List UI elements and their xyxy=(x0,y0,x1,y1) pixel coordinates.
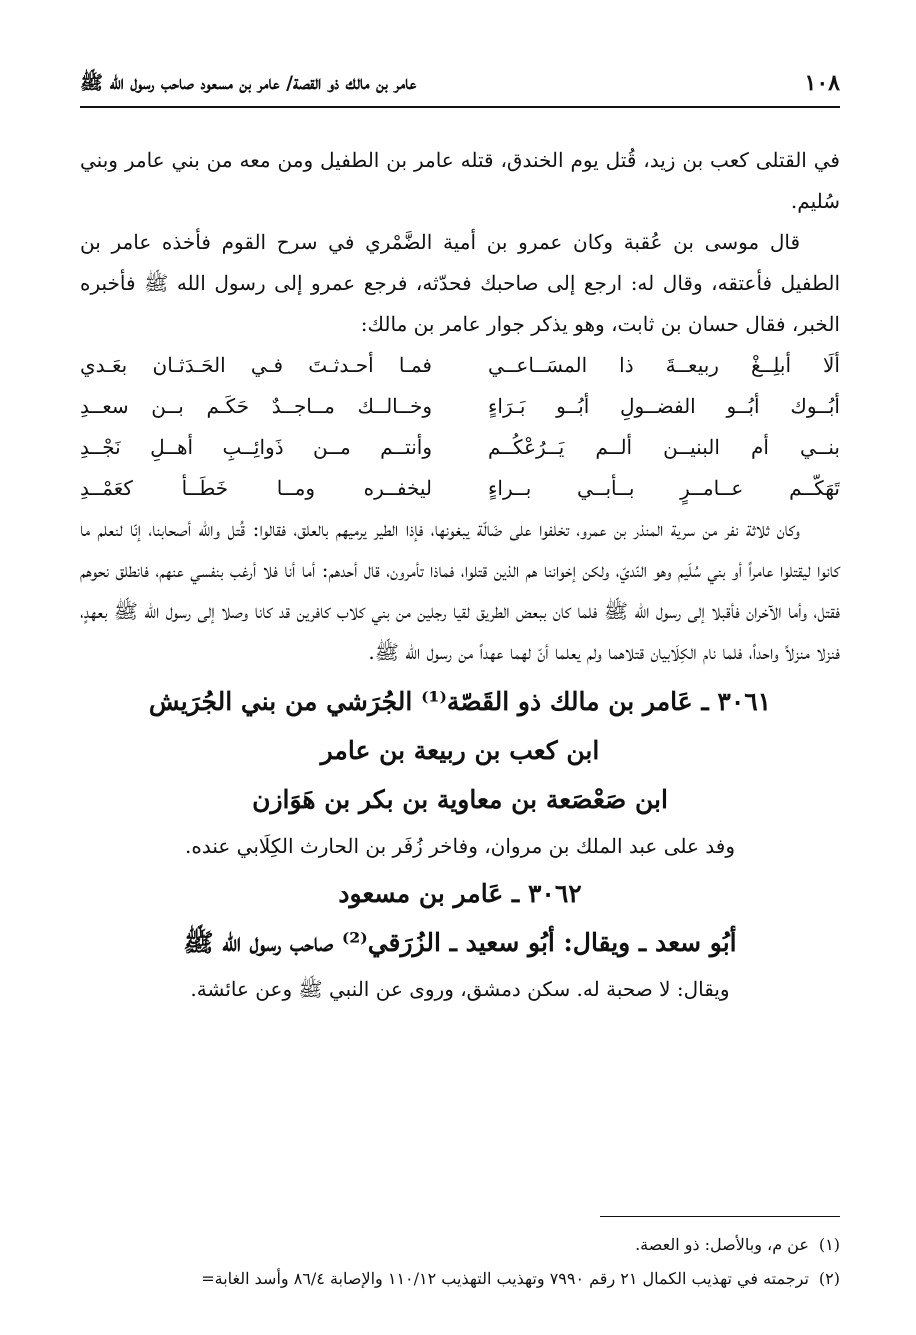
entry-heading-3062: ٣٠٦٢ ـ عَامر بن مسعود xyxy=(338,879,582,908)
footnote xyxy=(80,1228,840,1262)
entry-heading-3061: ٣٠٦١ ـ عَامر بن مالك ذو القَصّة⁽¹⁾ الجُرَشي من بني الجُرَيش xyxy=(148,687,772,716)
poem-verse xyxy=(80,427,840,468)
entry-heading-3061-lineage: ابن كعب بن ربيعة بن عامر xyxy=(320,736,600,765)
footnotes xyxy=(80,1228,840,1296)
footnote-number: (٢) xyxy=(818,1269,840,1288)
footnote xyxy=(80,1262,840,1296)
entry-heading-3061-lineage: ابن صَعْصَعة بن معاوية بن بكر بن هَوَازن xyxy=(252,785,668,814)
poem-verse xyxy=(80,345,840,386)
verse-second-hemistich: وخــالــك مــاجــدٌ حَكَـم بــن سعــدِ xyxy=(80,394,432,418)
verse-second-hemistich: ليخفــره ومــا خَطَــأ كعَمْــدِ xyxy=(80,476,432,500)
footnote-rule xyxy=(600,1216,840,1217)
entry-heading-3062-kunya: أبُو سعد ـ ويقال: أبُو سعيد ـ الزُرَقي⁽²⁾ صاحب رسول الله ﷺ xyxy=(183,928,737,957)
footnote-text: عن م، وبالأصل: ذو العصة. xyxy=(635,1235,809,1254)
verse-first-hemistich: بنــي أم البنيــن ألــم يَــرُعْكُــم xyxy=(488,435,840,459)
verse-first-hemistich: أبُــوك أبُــو الفضــولِ أبُــو بَـرَاءٍ xyxy=(488,394,840,418)
header-rule xyxy=(80,106,840,108)
poem xyxy=(80,345,840,509)
page-number: ١٠٨ xyxy=(804,70,840,96)
paragraph: وكان ثلاثة نفر من سرية المنذر بن عمرو، تخلفوا على ضَالّة يبغونها، فإذا الطير يرميهم بالعلق، فقالوا: قُتل والله أصحابنا، إنّا لنعلم ما كانوا ليقتلوا عامراً أو بني سُلَيم وهو النّديّ، ولكن إخواننا هم الذين قتلوا، فماذا تأمرون، قال أحدهم: أما أنا فلا أرغب بنفسي عنهم، فانطلق نحوهم فقتل، وأما الآخران فأقبلا إلى رسول الله ﷺ فلما كان ببعض الطريق لقيا رجلين من بني كلاب كافرين قد كانا وصلا إلى رسول الله ﷺ بعهدٍ، فنزلا منزلاً واحداً، فلما نام الكِلَابيان قتلاهما ولم يعلما أنّ لهما عهداً من رسول الله ﷺ. xyxy=(80,517,840,664)
paragraph: قال موسى بن عُقبة وكان عمرو بن أمية الضَّمْري في سرح القوم فأخذه عامر بن الطفيل فأعتقه، وقال له: ارجع إلى صاحبك فحدّثه، فرجع عمرو إلى رسول الله ﷺ فأخبره الخبر، فقال حسان بن ثابت، وهو يذكر جوار عامر بن مالك: xyxy=(80,230,840,336)
footnote-number: (١) xyxy=(818,1235,840,1254)
verse-first-hemistich: تَهَكّــم عــامــرٍ بــأبــي بــراءٍ xyxy=(488,476,840,500)
running-title: عامر بن مالك ذو القصة/ عامر بن مسعود صاحب رسول الله ﷺ xyxy=(80,72,417,94)
paragraph: في القتلى كعب بن زيد، قُتل يوم الخندق، قتله عامر بن الطفيل ومن معه من بني عامر وبني سُليم. xyxy=(80,148,840,213)
page-header xyxy=(80,66,840,100)
footnote-text: ترجمته في تهذيب الكمال ٢١ رقم ٧٩٩٠ وتهذيب التهذيب ١١٠/١٢ والإصابة ٨٦/٤ وأسد الغابة= xyxy=(201,1269,809,1288)
verse-second-hemistich: فمـا أحـدثـتَ فـي الحَـدَثـان بعَـدي xyxy=(80,353,432,377)
verse-second-hemistich: وأنتــم مــن ذَوائِــبِ أهــلِ نَجْــدِ xyxy=(80,435,432,459)
poem-verse xyxy=(80,386,840,427)
verse-first-hemistich: ألَا أبلِــغْ ربيعــةَ ذا المسَــاعــي xyxy=(488,353,840,377)
entry-text-3062: ويقال: لا صحبة له. سكن دمشق، وروى عن النبي ﷺ وعن عائشة. xyxy=(190,977,730,1001)
entry-text-3061: وفد على عبد الملك بن مروان، وفاخر زُفَر بن الحارث الكِلَابي عنده. xyxy=(185,834,735,858)
main-text xyxy=(80,140,840,1014)
poem-verse xyxy=(80,468,840,509)
